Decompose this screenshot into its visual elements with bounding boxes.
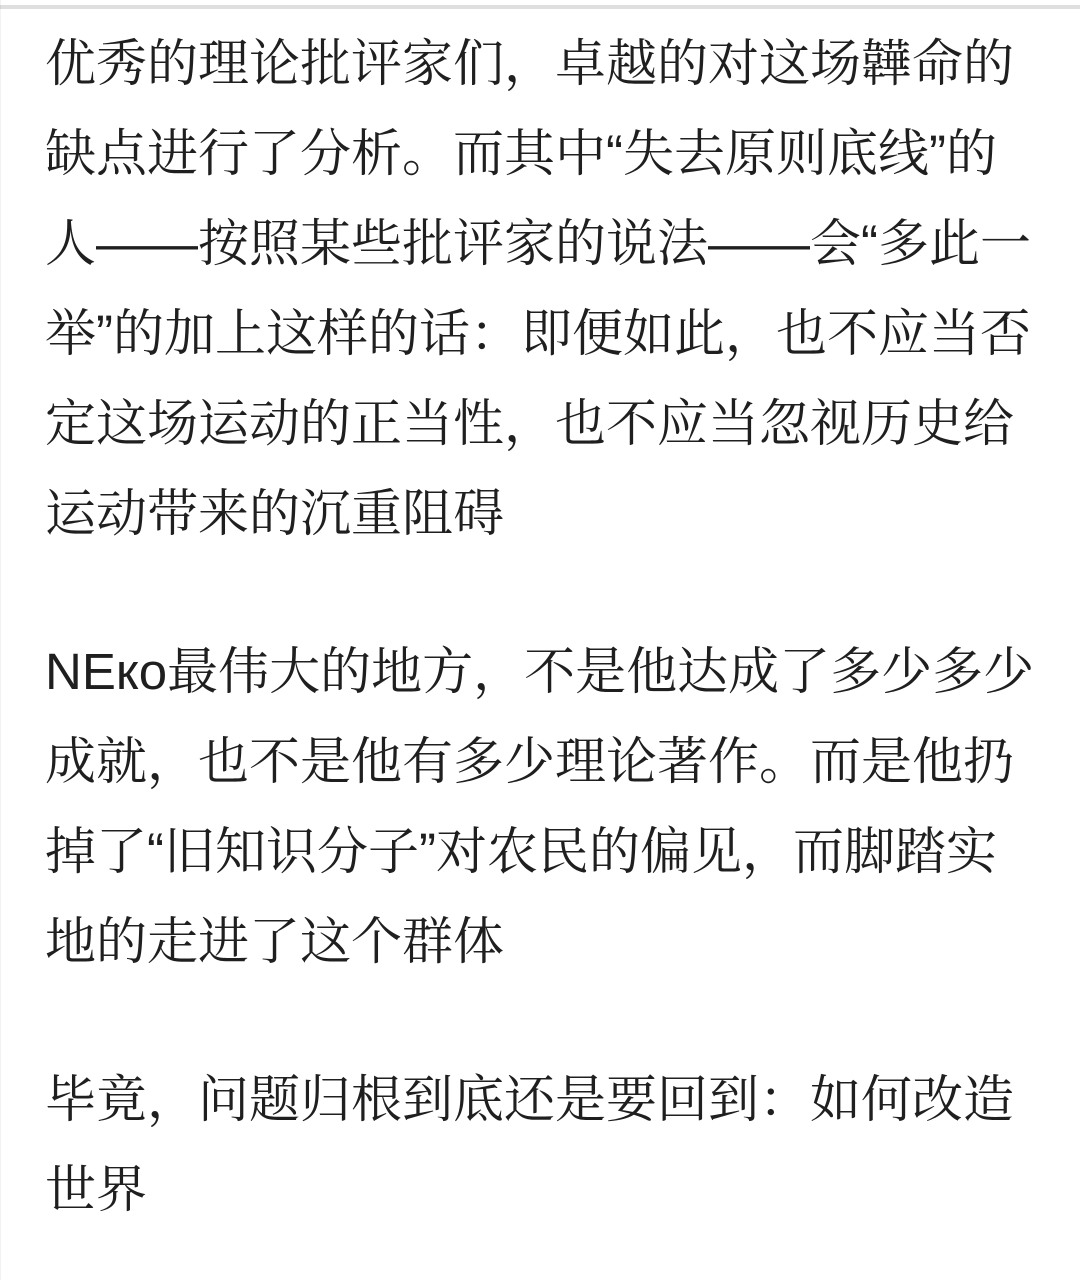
text-line: 毕竟，问题归根到底还是要回到：如何改造 (45, 1071, 1015, 1128)
paragraph-3 (45, 1055, 1050, 1235)
text-line: 举”的加上这样的话：即便如此，也不应当否 (45, 305, 1031, 362)
text-line: 人——按照某些批评家的说法——会“多此一 (45, 215, 1031, 272)
text-body (45, 19, 1050, 1235)
text-line: 缺点进行了分析。而其中“失去原则底线”的 (45, 125, 997, 182)
left-edge-line (0, 0, 1, 1280)
text-line: 定这场运动的正当性，也不应当忽视历史给 (45, 395, 1015, 452)
text-line: 地的走进了这个群体 (45, 913, 505, 970)
text-line: NEко最伟大的地方，不是他达成了多少多少 (45, 643, 1035, 700)
paragraph-2 (45, 627, 1050, 987)
paragraph-1 (45, 19, 1050, 559)
text-line: 优秀的理论批评家们，卓越的对这场韡命的 (45, 35, 1015, 92)
top-divider-line (0, 5, 1080, 9)
text-line: 成就，也不是他有多少理论著作。而是他扔 (45, 733, 1015, 790)
text-line: 运动带来的沉重阻碍 (45, 485, 505, 542)
text-line: 世界 (45, 1161, 148, 1218)
text-line: 掉了“旧知识分子”对农民的偏见，而脚踏实 (45, 823, 997, 880)
